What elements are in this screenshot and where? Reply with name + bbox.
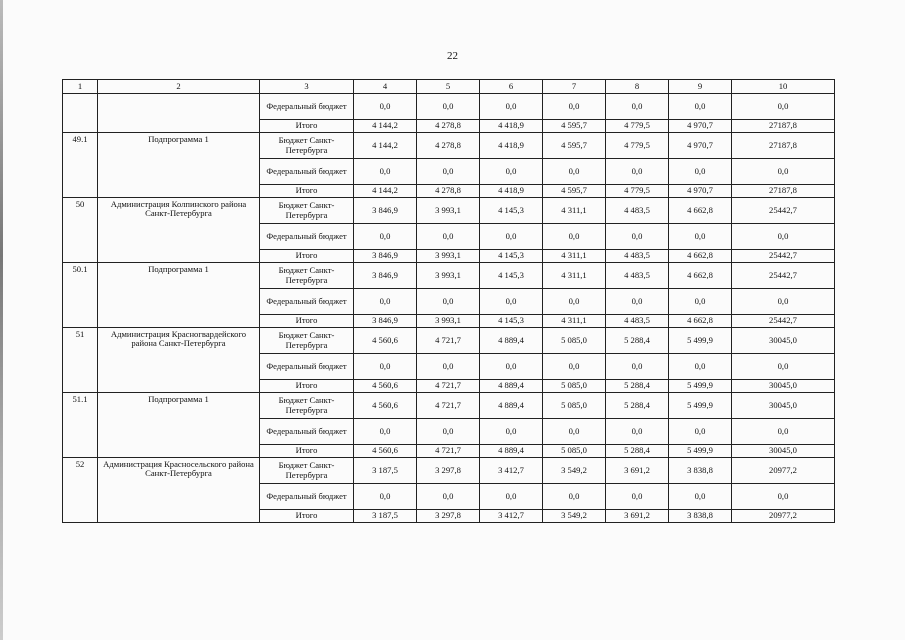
column-header: 1 — [63, 80, 98, 94]
value-cell: 25442,7 — [732, 263, 835, 289]
value-cell: 4 145,3 — [480, 250, 543, 263]
value-cell: 3 187,5 — [354, 510, 417, 523]
value-cell: 5 499,9 — [669, 445, 732, 458]
value-cell: 4 483,5 — [606, 315, 669, 328]
source-cell: Итого — [260, 315, 354, 328]
value-cell: 3 691,2 — [606, 510, 669, 523]
value-cell: 4 145,3 — [480, 198, 543, 224]
table-row — [63, 198, 835, 224]
value-cell: 0,0 — [732, 419, 835, 445]
value-cell: 0,0 — [669, 289, 732, 315]
source-cell: Бюджет Санкт-Петербурга — [260, 198, 354, 224]
value-cell: 0,0 — [417, 289, 480, 315]
value-cell: 3 846,9 — [354, 315, 417, 328]
value-cell: 4 560,6 — [354, 380, 417, 393]
value-cell: 4 560,6 — [354, 328, 417, 354]
value-cell: 0,0 — [543, 354, 606, 380]
value-cell: 30045,0 — [732, 393, 835, 419]
source-cell: Федеральный бюджет — [260, 354, 354, 380]
program-name-cell: Подпрограмма 1 — [98, 393, 260, 458]
source-cell: Бюджет Санкт-Петербурга — [260, 263, 354, 289]
program-name-cell: Администрация Красногвардейского района Санкт-Петербурга — [98, 328, 260, 393]
value-cell: 5 288,4 — [606, 380, 669, 393]
column-header: 8 — [606, 80, 669, 94]
value-cell: 0,0 — [417, 484, 480, 510]
source-cell: Федеральный бюджет — [260, 289, 354, 315]
value-cell: 20977,2 — [732, 510, 835, 523]
value-cell: 25442,7 — [732, 198, 835, 224]
page-number: 22 — [447, 50, 458, 62]
value-cell: 5 288,4 — [606, 445, 669, 458]
value-cell: 5 499,9 — [669, 380, 732, 393]
value-cell: 4 779,5 — [606, 120, 669, 133]
value-cell: 0,0 — [354, 159, 417, 185]
value-cell: 3 993,1 — [417, 263, 480, 289]
value-cell: 3 187,5 — [354, 458, 417, 484]
column-header: 9 — [669, 80, 732, 94]
value-cell: 4 662,8 — [669, 250, 732, 263]
value-cell: 3 838,8 — [669, 510, 732, 523]
value-cell: 4 418,9 — [480, 120, 543, 133]
column-header: 7 — [543, 80, 606, 94]
budget-table — [62, 79, 835, 523]
value-cell: 5 085,0 — [543, 393, 606, 419]
program-name-cell: Администрация Колпинского района Санкт-Петербурга — [98, 198, 260, 263]
value-cell: 4 779,5 — [606, 185, 669, 198]
value-cell: 3 993,1 — [417, 250, 480, 263]
value-cell: 4 144,2 — [354, 133, 417, 159]
value-cell: 0,0 — [669, 419, 732, 445]
value-cell: 4 418,9 — [480, 133, 543, 159]
value-cell: 0,0 — [543, 224, 606, 250]
value-cell: 0,0 — [669, 484, 732, 510]
value-cell: 0,0 — [732, 94, 835, 120]
value-cell: 0,0 — [480, 289, 543, 315]
value-cell: 0,0 — [417, 419, 480, 445]
source-cell: Итого — [260, 120, 354, 133]
value-cell: 4 779,5 — [606, 133, 669, 159]
row-number-cell: 52 — [63, 458, 98, 523]
value-cell: 4 662,8 — [669, 315, 732, 328]
program-name-cell: Подпрограмма 1 — [98, 263, 260, 328]
value-cell: 4 721,7 — [417, 328, 480, 354]
value-cell: 5 288,4 — [606, 393, 669, 419]
value-cell: 0,0 — [354, 419, 417, 445]
value-cell: 3 549,2 — [543, 458, 606, 484]
value-cell: 0,0 — [606, 484, 669, 510]
value-cell: 4 970,7 — [669, 120, 732, 133]
source-cell: Итого — [260, 250, 354, 263]
value-cell: 0,0 — [354, 224, 417, 250]
value-cell: 0,0 — [480, 484, 543, 510]
value-cell: 3 297,8 — [417, 510, 480, 523]
value-cell: 0,0 — [606, 289, 669, 315]
source-cell: Итого — [260, 185, 354, 198]
value-cell: 4 278,8 — [417, 185, 480, 198]
value-cell: 3 838,8 — [669, 458, 732, 484]
value-cell: 0,0 — [354, 289, 417, 315]
value-cell: 4 721,7 — [417, 445, 480, 458]
table-row — [63, 393, 835, 419]
value-cell: 0,0 — [543, 94, 606, 120]
program-name-cell: Администрация Красносельского района Санкт-Петербурга — [98, 458, 260, 523]
column-header: 6 — [480, 80, 543, 94]
value-cell: 4 595,7 — [543, 120, 606, 133]
table-body — [63, 80, 835, 523]
value-cell: 3 846,9 — [354, 198, 417, 224]
value-cell: 4 560,6 — [354, 445, 417, 458]
value-cell: 0,0 — [732, 484, 835, 510]
value-cell: 4 145,3 — [480, 263, 543, 289]
value-cell: 0,0 — [480, 354, 543, 380]
value-cell: 3 993,1 — [417, 315, 480, 328]
value-cell: 4 662,8 — [669, 198, 732, 224]
empty-name-cell — [98, 94, 260, 133]
value-cell: 0,0 — [480, 419, 543, 445]
column-header: 10 — [732, 80, 835, 94]
value-cell: 30045,0 — [732, 328, 835, 354]
value-cell: 4 311,1 — [543, 198, 606, 224]
value-cell: 4 889,4 — [480, 328, 543, 354]
value-cell: 0,0 — [606, 159, 669, 185]
row-number-cell: 50 — [63, 198, 98, 263]
value-cell: 25442,7 — [732, 315, 835, 328]
value-cell: 4 970,7 — [669, 133, 732, 159]
value-cell: 5 499,9 — [669, 328, 732, 354]
value-cell: 27187,8 — [732, 120, 835, 133]
value-cell: 0,0 — [354, 94, 417, 120]
row-number-cell: 51.1 — [63, 393, 98, 458]
value-cell: 4 144,2 — [354, 185, 417, 198]
value-cell: 4 721,7 — [417, 393, 480, 419]
value-cell: 0,0 — [480, 224, 543, 250]
value-cell: 3 549,2 — [543, 510, 606, 523]
value-cell: 0,0 — [543, 159, 606, 185]
source-cell: Федеральный бюджет — [260, 484, 354, 510]
value-cell: 0,0 — [669, 159, 732, 185]
source-cell: Бюджет Санкт-Петербурга — [260, 133, 354, 159]
value-cell: 0,0 — [543, 484, 606, 510]
value-cell: 20977,2 — [732, 458, 835, 484]
column-header: 3 — [260, 80, 354, 94]
value-cell: 0,0 — [543, 419, 606, 445]
value-cell: 4 889,4 — [480, 380, 543, 393]
column-header: 4 — [354, 80, 417, 94]
value-cell: 0,0 — [732, 159, 835, 185]
value-cell: 0,0 — [669, 94, 732, 120]
value-cell: 0,0 — [732, 289, 835, 315]
value-cell: 5 499,9 — [669, 393, 732, 419]
column-header: 5 — [417, 80, 480, 94]
value-cell: 0,0 — [606, 419, 669, 445]
header-row — [63, 80, 835, 94]
value-cell: 3 297,8 — [417, 458, 480, 484]
value-cell: 4 483,5 — [606, 250, 669, 263]
value-cell: 0,0 — [732, 224, 835, 250]
value-cell: 0,0 — [606, 94, 669, 120]
scan-edge — [0, 0, 3, 640]
value-cell: 5 085,0 — [543, 380, 606, 393]
value-cell: 27187,8 — [732, 133, 835, 159]
source-cell: Итого — [260, 445, 354, 458]
value-cell: 0,0 — [732, 354, 835, 380]
value-cell: 4 144,2 — [354, 120, 417, 133]
source-cell: Федеральный бюджет — [260, 419, 354, 445]
row-number-cell: 51 — [63, 328, 98, 393]
source-cell: Федеральный бюджет — [260, 94, 354, 120]
table-row — [63, 94, 835, 120]
source-cell: Бюджет Санкт-Петербурга — [260, 458, 354, 484]
value-cell: 4 278,8 — [417, 133, 480, 159]
value-cell: 4 970,7 — [669, 185, 732, 198]
source-cell: Федеральный бюджет — [260, 159, 354, 185]
value-cell: 3 993,1 — [417, 198, 480, 224]
value-cell: 5 085,0 — [543, 328, 606, 354]
value-cell: 4 560,6 — [354, 393, 417, 419]
value-cell: 3 412,7 — [480, 510, 543, 523]
table-row — [63, 133, 835, 159]
value-cell: 4 483,5 — [606, 198, 669, 224]
value-cell: 3 846,9 — [354, 250, 417, 263]
value-cell: 5 288,4 — [606, 328, 669, 354]
value-cell: 4 278,8 — [417, 120, 480, 133]
value-cell: 25442,7 — [732, 250, 835, 263]
value-cell: 3 691,2 — [606, 458, 669, 484]
value-cell: 27187,8 — [732, 185, 835, 198]
value-cell: 4 145,3 — [480, 315, 543, 328]
value-cell: 3 412,7 — [480, 458, 543, 484]
table-row — [63, 458, 835, 484]
source-cell: Итого — [260, 380, 354, 393]
value-cell: 4 311,1 — [543, 263, 606, 289]
value-cell: 4 889,4 — [480, 445, 543, 458]
source-cell: Итого — [260, 510, 354, 523]
value-cell: 0,0 — [354, 354, 417, 380]
program-name-cell: Подпрограмма 1 — [98, 133, 260, 198]
value-cell: 5 085,0 — [543, 445, 606, 458]
value-cell: 30045,0 — [732, 380, 835, 393]
row-number-cell: 50.1 — [63, 263, 98, 328]
source-cell: Бюджет Санкт-Петербурга — [260, 393, 354, 419]
value-cell: 0,0 — [606, 224, 669, 250]
value-cell: 4 311,1 — [543, 250, 606, 263]
table-row — [63, 263, 835, 289]
value-cell: 0,0 — [354, 484, 417, 510]
value-cell: 4 483,5 — [606, 263, 669, 289]
value-cell: 4 662,8 — [669, 263, 732, 289]
value-cell: 4 418,9 — [480, 185, 543, 198]
value-cell: 0,0 — [669, 354, 732, 380]
value-cell: 4 595,7 — [543, 133, 606, 159]
value-cell: 0,0 — [417, 94, 480, 120]
value-cell: 0,0 — [606, 354, 669, 380]
value-cell: 4 721,7 — [417, 380, 480, 393]
value-cell: 0,0 — [669, 224, 732, 250]
column-header: 2 — [98, 80, 260, 94]
value-cell: 0,0 — [417, 159, 480, 185]
value-cell: 0,0 — [480, 159, 543, 185]
value-cell: 4 595,7 — [543, 185, 606, 198]
row-number-cell: 49.1 — [63, 133, 98, 198]
source-cell: Бюджет Санкт-Петербурга — [260, 328, 354, 354]
value-cell: 0,0 — [543, 289, 606, 315]
value-cell: 4 889,4 — [480, 393, 543, 419]
value-cell: 0,0 — [417, 354, 480, 380]
value-cell: 0,0 — [417, 224, 480, 250]
value-cell: 0,0 — [480, 94, 543, 120]
value-cell: 4 311,1 — [543, 315, 606, 328]
table-row — [63, 328, 835, 354]
value-cell: 3 846,9 — [354, 263, 417, 289]
empty-num-cell — [63, 94, 98, 133]
source-cell: Федеральный бюджет — [260, 224, 354, 250]
value-cell: 30045,0 — [732, 445, 835, 458]
